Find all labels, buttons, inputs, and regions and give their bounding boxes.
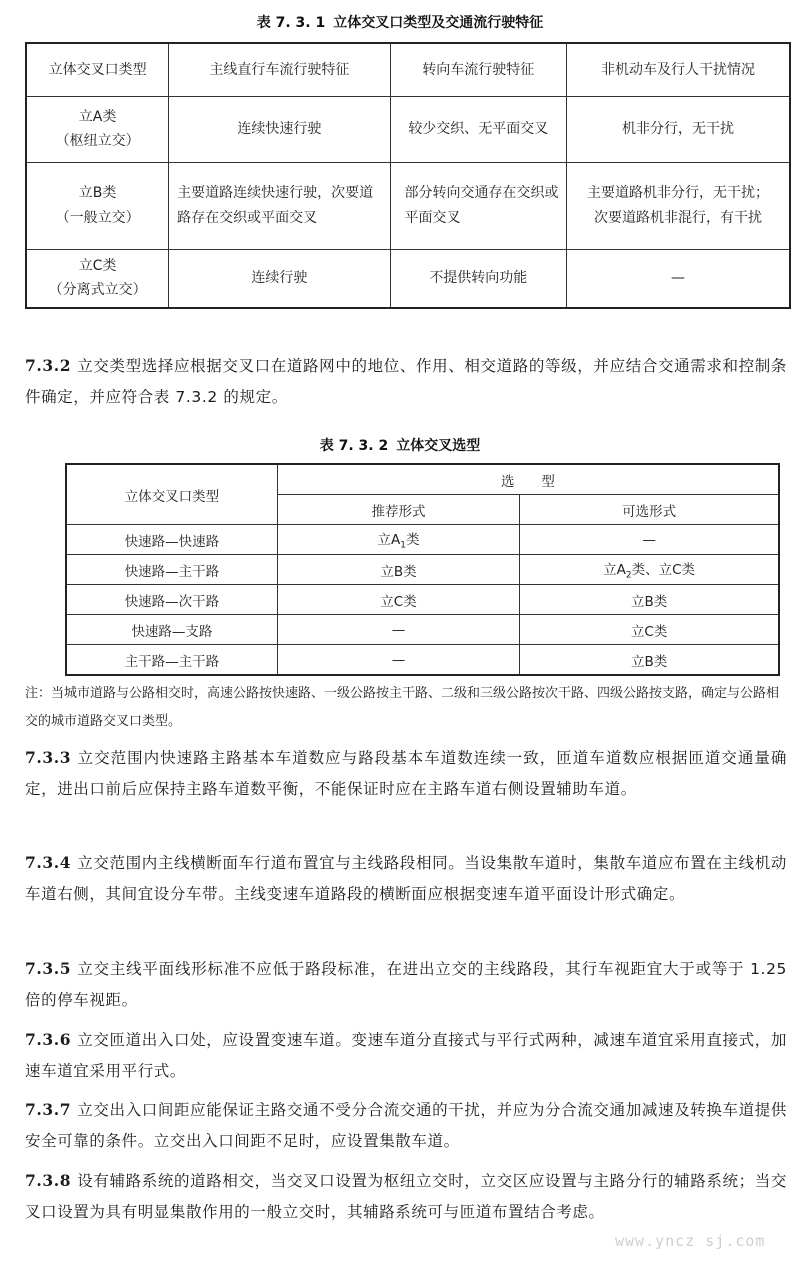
table1-caption	[0, 12, 800, 32]
type-name: 立B类	[78, 185, 117, 201]
clause-number: 7.3.2	[25, 356, 72, 375]
clause-text: 立交范围内快速路主路基本车道数应与路段基本车道数连续一致，匝道车道数应根据匝道交通量确定，进出口前后应保持主路车道数平衡，不能保证时应在主路车道右侧设置辅助车道。	[25, 749, 787, 798]
header-cell: 立体交叉口类型	[66, 464, 277, 525]
table-row	[66, 645, 779, 676]
clause-text: 立交匝道出入口处，应设置变速车道。变速车道分直接式与平行式两种，减速车道宜采用直接式，加速车道宜采用平行式。	[25, 1031, 787, 1080]
table-row	[26, 162, 790, 249]
table-header-row	[26, 43, 790, 96]
optional-cell: 立C类	[520, 615, 779, 645]
type-cell: 快速路—支路	[66, 615, 277, 645]
recommended-cell: 立B类	[277, 555, 519, 585]
type-desc: （枢纽立交）	[55, 133, 140, 149]
interference-line: 主要道路机非分行，无干扰；	[587, 185, 770, 201]
header-cell: 立体交叉口类型	[26, 43, 169, 96]
table2-note: 注：当城市道路与公路相交时，高速公路按快速路、一级公路按主干路、二级和三级公路按次干路、四级公路按支路，确定与公路相交的城市道路交叉口类型。	[25, 686, 780, 729]
clause-text: 立交类型选择应根据交叉口在道路网中的地位、作用、相交道路的等级，并应结合交通需求和控制条件确定，并应符合表 7.3.2 的规定。	[25, 357, 787, 406]
interference-cell	[567, 162, 790, 249]
recommended-cell	[277, 525, 519, 555]
clause-number: 7.3.7	[25, 1100, 72, 1119]
clause-7-3-8	[25, 1165, 787, 1228]
clause-number: 7.3.3	[25, 748, 72, 767]
clause-7-3-4	[25, 847, 787, 910]
turning-cell: 较少交织、无平面交叉	[390, 96, 567, 162]
clause-text: 设有辅路系统的道路相交，当交叉口设置为枢纽立交时，立交区应设置与主路分行的辅路系统；当交叉口设置为具有明显集散作用的一般立交时，其辅路系统可与匝道布置结合考虑。	[25, 1172, 787, 1221]
opt-subscript: 2	[625, 570, 632, 581]
table-row	[26, 96, 790, 162]
type-desc: （分离式立交）	[48, 282, 147, 298]
recommended-cell: —	[277, 645, 519, 676]
type-desc: （一般立交）	[55, 209, 140, 226]
header-cell: 转向车流行驶特征	[390, 43, 567, 96]
table2-caption	[0, 435, 800, 455]
type-cell: 主干路—主干路	[66, 645, 277, 676]
interference-line: 次要道路机非混行，有干扰	[594, 209, 763, 226]
header-cell: 可选形式	[520, 495, 779, 525]
interference-cell: 机非分行，无干扰	[567, 96, 790, 162]
clause-text: 立交出入口间距应能保证主路交通不受分合流交通的干扰，并应为分合流交通加减速及转换车道提供安全可靠的条件。立交出入口间距不足时，应设置集散车道。	[25, 1101, 787, 1150]
through-cell: 主要道路连续快速行驶，次要道路存在交织或平面交叉	[169, 162, 390, 249]
opt-tail: 类、立C类	[631, 562, 696, 579]
clause-7-3-7	[25, 1094, 787, 1157]
recommended-cell: —	[277, 615, 519, 645]
clause-text: 立交范围内主线横断面车行道布置宜与主线路段相同。当设集散车道时，集散车道应布置在主线机动车道右侧，其间宜设分车带。主线变速车道路段的横断面应根据变速车道平面设计形式确定。	[25, 854, 787, 903]
rec-subscript: 1	[400, 540, 407, 551]
table-header-row	[66, 464, 779, 495]
clause-7-3-6	[25, 1024, 787, 1087]
optional-cell: —	[520, 525, 779, 555]
clause-7-3-3	[25, 742, 787, 805]
rec-tail: 类	[406, 532, 420, 549]
clause-number: 7.3.5	[25, 959, 72, 978]
optional-cell: 立B类	[520, 645, 779, 676]
clause-7-3-5	[25, 953, 787, 1016]
through-cell: 连续快速行驶	[169, 96, 390, 162]
table-row	[66, 555, 779, 585]
watermark: www.yncz sj.com	[615, 1232, 766, 1250]
table-row	[66, 585, 779, 615]
type-name: 立C类	[78, 257, 117, 274]
clause-text: 立交主线平面线形标准不应低于路段标准，在进出立交的主线路段，其行车视距宜大于或等于 1.25 倍的停车视距。	[25, 960, 787, 1009]
turning-cell: 不提供转向功能	[390, 249, 567, 308]
type-cell	[26, 249, 169, 308]
optional-cell	[520, 555, 779, 585]
clause-number: 7.3.8	[25, 1171, 72, 1190]
table2-caption-title: 立体交叉选型	[396, 438, 481, 454]
interchange-selection-table	[65, 463, 780, 676]
optional-cell: 立B类	[520, 585, 779, 615]
rec-main: 立A	[377, 532, 401, 549]
header-cell: 非机动车及行人干扰情况	[567, 43, 790, 96]
table1-caption-number: 表 7. 3. 1	[256, 15, 326, 31]
opt-main: 立A	[603, 562, 626, 579]
type-cell	[26, 96, 169, 162]
turning-cell: 部分转向交通存在交织或平面交叉	[390, 162, 567, 249]
header-cell: 推荐形式	[277, 495, 519, 525]
clause-number: 7.3.4	[25, 853, 72, 872]
table-row	[66, 525, 779, 555]
table1-caption-title: 立体交叉口类型及交通流行驶特征	[333, 15, 544, 31]
table-row	[66, 615, 779, 645]
interchange-characteristics-table	[25, 42, 791, 309]
interference-cell: —	[567, 249, 790, 308]
clause-7-3-2	[25, 350, 787, 413]
header-cell: 主线直行车流行驶特征	[169, 43, 390, 96]
table-row	[26, 249, 790, 308]
type-cell: 快速路—主干路	[66, 555, 277, 585]
type-cell: 快速路—次干路	[66, 585, 277, 615]
type-name: 立A类	[78, 108, 117, 125]
table2-caption-number: 表 7. 3. 2	[319, 438, 389, 454]
type-cell: 快速路—快速路	[66, 525, 277, 555]
type-cell	[26, 162, 169, 249]
clause-number: 7.3.6	[25, 1030, 72, 1049]
recommended-cell: 立C类	[277, 585, 519, 615]
header-group-cell: 选 型	[277, 464, 779, 495]
through-cell: 连续行驶	[169, 249, 390, 308]
